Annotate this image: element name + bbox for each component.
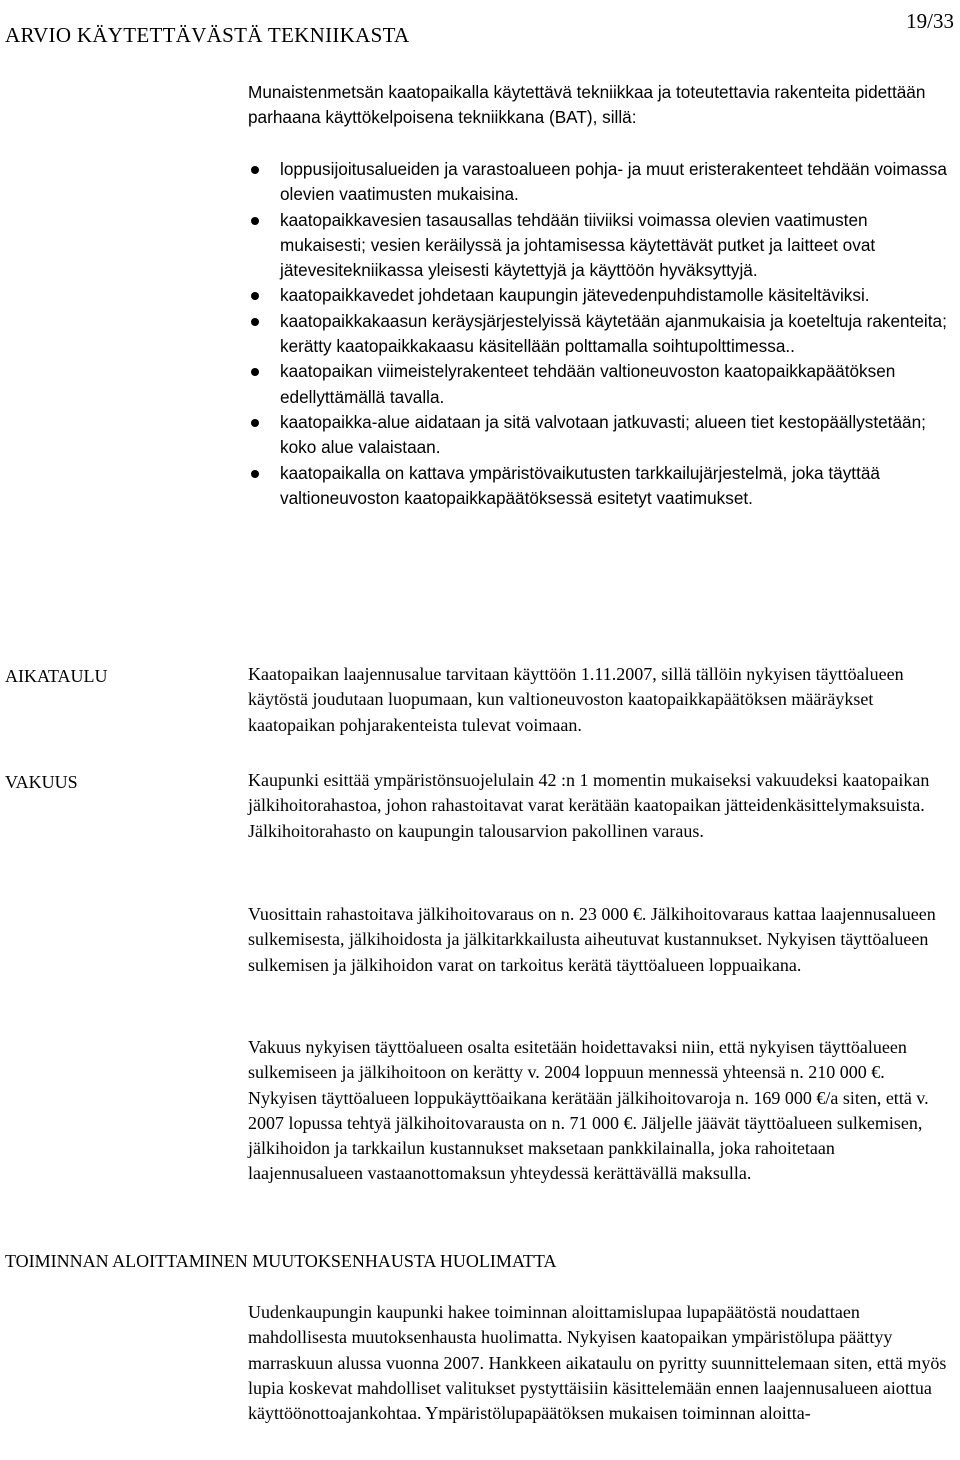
list-item: kaatopaikkavedet johdetaan kaupungin jätevedenpuhdistamolle käsiteltäviksi. <box>248 283 953 308</box>
list-item: kaatopaikka-alue aidataan ja sitä valvotaan jatkuvasti; alueen tiet kestopäällystetään; koko alue valaistaan. <box>248 410 953 461</box>
vakuus-label: VAKUUS <box>5 772 78 792</box>
bat-list <box>248 157 953 511</box>
vakuus-paragraph-1: Kaupunki esittää ympäristönsuojelulain 42 :n 1 momentin mukaiseksi vakuudeksi kaatopaikan jälkihoitorahastoa, johon rahastoitavat varat kerätään kaatopaikan jätteidenkäsittelymaksuista. Jälkihoitorahasto on kaupungin talousarvion pakollinen varaus. <box>248 770 930 841</box>
vakuus-paragraph-2: Vuosittain rahastoitava jälkihoitovaraus on n. 23 000 €. Jälkihoitovaraus kattaa laajennusalueen sulkemisesta, jälkihoidosta ja jälkitarkkailusta aiheutuvat kustannukset. Nykyisen täyttöalueen sulkemisen ja jälkihoidon varat on tarkoitus kerätä täyttöalueen loppuaikana. <box>248 904 936 975</box>
page-title: ARVIO KÄYTETTÄVÄSTÄ TEKNIIKASTA <box>5 23 410 47</box>
list-item: kaatopaikkavesien tasausallas tehdään tiiviiksi voimassa olevien vaatimusten mukaisesti; vesien keräilyssä ja johtamisessa käytettävät putket ja laitteet ovat jätevesitekniikassa yleisesti käytettyjä ja käyttöön hyväksyttyjä. <box>248 208 953 284</box>
aikataulu-label: AIKATAULU <box>5 666 108 686</box>
list-item: kaatopaikalla on kattava ympäristövaikutusten tarkkailujärjestelmä, joka täyttää valtioneuvoston kaatopaikkapäätöksessä esitetyt vaatimukset. <box>248 461 953 512</box>
toiminnan-text: Uudenkaupungin kaupunki hakee toiminnan aloittamislupaa lupapäätöstä noudattaen mahdollisesta muutoksenhausta huolimatta. Nykyisen kaatopaikan ympäristölupa päättyy marraskuun alussa vuonna 2007. Hankkeen aikataulu on pyritty suunnittelemaan siten, että myös lupia koskevat mahdolliset valitukset pystyttäisiin käsittelemään ennen laajennusalueen aiottua käyttöönottoajankohtaa. Ympäristölupapäätöksen mukaisen toiminnan aloitta- <box>248 1302 947 1424</box>
section-heading-toiminnan: TOIMINNAN ALOITTAMINEN MUUTOKSENHAUSTA HUOLIMATTA <box>5 1251 557 1271</box>
bullet-icon <box>251 470 259 478</box>
bullet-icon <box>251 368 259 376</box>
list-item: loppusijoitusalueiden ja varastoalueen pohja- ja muut eristerakenteet tehdään voimassa olevien vaatimusten mukaisina. <box>248 157 953 208</box>
bullet-icon <box>251 318 259 326</box>
intro-paragraph: Munaistenmetsän kaatopaikalla käytettävä tekniikkaa ja toteutettavia rakenteita pidettään parhaana käyttökelpoisena tekniikkana (BAT), sillä: <box>248 82 926 128</box>
list-item: kaatopaikkakaasun keräysjärjestelyissä käytetään ajanmukaisia ja koeteltuja rakenteita; kerätty kaatopaikkakaasu käsitellään polttamalla soihtupolttimessa.. <box>248 309 953 360</box>
list-item: kaatopaikan viimeistelyrakenteet tehdään valtioneuvoston kaatopaikkapäätöksen edellyttämällä tavalla. <box>248 359 953 410</box>
bullet-icon <box>251 166 259 174</box>
bullet-icon <box>251 292 259 300</box>
vakuus-paragraph-3: Vakuus nykyisen täyttöalueen osalta esitetään hoidettavaksi niin, että nykyisen täyttöalueen sulkemiseen ja jälkihoitoon on kerätty v. 2004 loppuun mennessä yhteensä n. 210 000 €. Nykyisen täyttöalueen loppukäyttöaikana kerätään jälkihoitovaroja n. 169 000 €/a siten, että v. 2007 lopussa tehtyä jälkihoitovarausta on n. 71 000 €. Jäljelle jäävät täyttöalueen sulkemisen, jälkihoidon ja tarkkailun kustannukset maksetaan pankkilainalla, joka rahoitetaan laajennusalueen vastaanottomaksun yhteydessä kerättävällä maksulla. <box>248 1037 929 1184</box>
page-number: 19/33 <box>906 9 954 33</box>
aikataulu-text: Kaatopaikan laajennusalue tarvitaan käyttöön 1.11.2007, sillä tällöin nykyisen täyttöalueen käytöstä joudutaan luopumaan, kun valtioneuvoston kaatopaikkapäätöksen määräykset kaatopaikan pohjarakenteista tulevat voimaan. <box>248 664 904 735</box>
bullet-icon <box>251 217 259 225</box>
bullet-icon <box>251 419 259 427</box>
